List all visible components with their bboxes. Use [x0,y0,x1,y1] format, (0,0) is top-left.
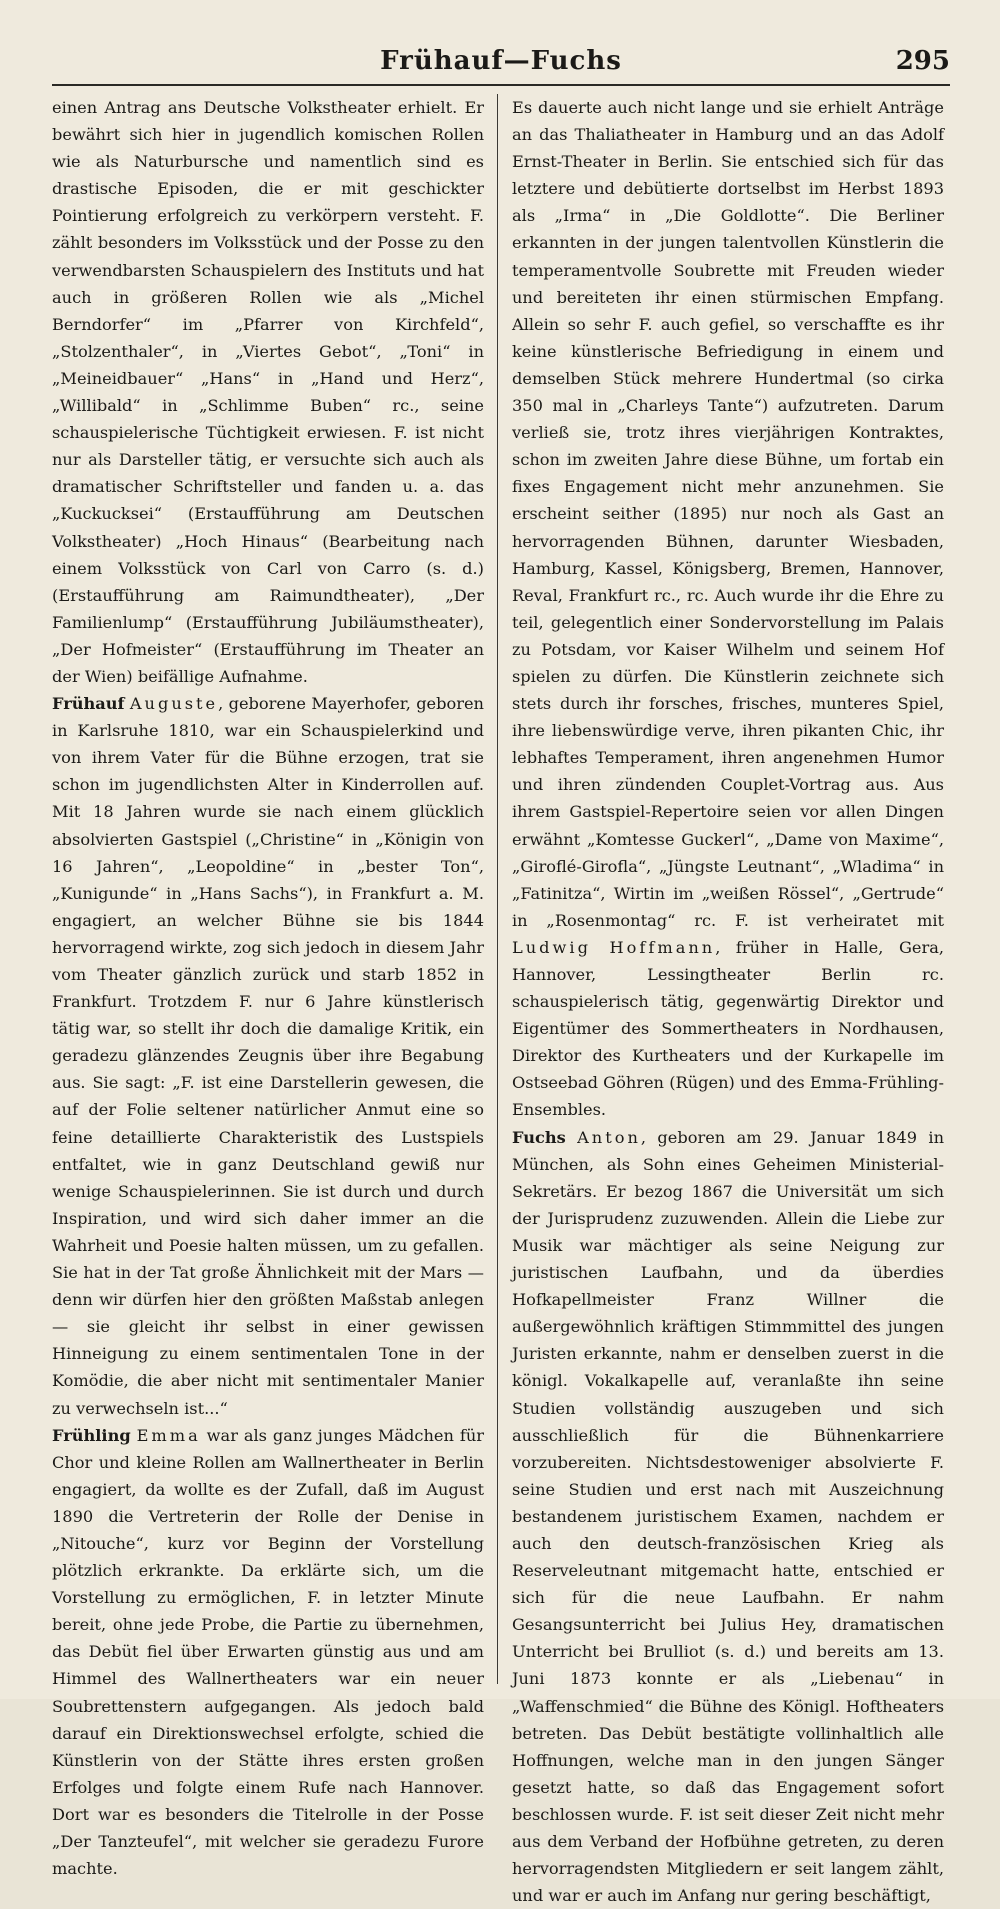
header-rule [52,84,950,86]
paragraph-text: , früher in Halle, Gera, Hannover, Lessingtheater Berlin rc. schauspielerisch tätig, gegenwärtig Direktor und Eigentümer des Sommertheaters in Nordhausen, Direktor des Kurtheaters und der Kurkapelle im Ostseebad Göhren (Rügen) und des Emma-Frühling-Ensembles. [512,937,944,1120]
text-columns [52,94,950,1906]
right-column [512,94,944,1906]
entry-fruehling-continuation [512,94,944,1124]
entry-given-name: Auguste [129,694,219,714]
running-head: Frühauf—Fuchs [380,46,622,76]
entry-fruehling-emma [52,1422,484,1883]
paragraph-text: einen Antrag ans Deutsche Volkstheater erhielt. Er bewährt sich hier in jugendlich komischen Rollen wie als Naturbursche und namentlich sind es drastische Episoden, die er mit geschickter Pointierung erfolgreich zu verkörpern versteht. F. zählt besonders im Volksstück und der Posse zu den verwendbarsten Schauspielern des Instituts und hat auch in größeren Rollen wie als „Michel Berndorfer“ im „Pfarrer von Kirchfeld“, „Stolzenthaler“, in „Viertes Gebot“, „Toni“ in „Meineidbauer“ „Hans“ in „Hand und Herz“, „Willibald“ in „Schlimme Buben“ rc., seine schauspielerische Tüchtigkeit erwiesen. F. ist nicht nur als Darsteller tätig, er versuchte sich auch als dramatischer Schriftsteller und fanden u. a. das „Kuckucksei“ (Erstaufführung am Deutschen Volkstheater) „Hoch Hinaus“ (Bearbeitung nach einem Volksstück von Carl von Carro (s. d.) (Erstaufführung am Raimundtheater), „Der Familienlump“ (Erstaufführung Jubiläumstheater), „Der Hofmeister“ (Erstaufführung im Theater an der Wien) beifällige Aufnahme. [52,98,484,686]
page-header [52,34,950,86]
page-number: 295 [895,46,950,76]
paragraph-text: , geboren am 29. Januar 1849 in München, als Sohn eines Geheimen Ministerial-Sekretärs. Er bezog 1867 die Universität um sich der Jurisprudenz zuzuwenden. Allein die Liebe zur Musik war mächtiger als seine Neigung zur juristischen Laufbahn, und da überdies Hofkapellmeister Franz Willner die außergewöhnlich kräftigen Stimmmittel des jungen Juristen erkannte, nahm er denselben zuerst in die königl. Vokalkapelle auf, veranlaßte ihn seine Studien vollständig auszugeben und sich ausschließlich für die Bühnenkarriere vorzubereiten. Nichtsdestoweniger absolvierte F. seine Studien und erst nach mit Auszeichnung bestandenem juristischem Examen, nachdem er auch den deutsch-französischen Krieg als Reserveleutnant mitgemacht hatte, entschied er sich für die neue Laufbahn. Er nahm Gesangsunterricht bei Julius Hey, dramatischen Unterricht bei Brulliot (s. d.) und bereits am 13. Juni 1873 konnte er als „Liebenau“ in „Waffenschmied“ die Bühne des Königl. Hoftheaters betreten. Das Debüt bestätigte vollinhaltlich alle Hoffnungen, welche man in den jungen Sänger gesetzt hatte, so daß das Engagement sofort beschlossen wurde. F. ist seit dieser Zeit nicht mehr aus dem Verband der Hofbühne getreten, zu deren hervorragendsten Mitgliedern er seit langem zählt, und war er auch im Anfang nur gering beschäftigt, [512,1127,944,1906]
paragraph-text: Es dauerte auch nicht lange und sie erhielt Anträge an das Thaliatheater in Hamburg und an das Adolf Ernst-Theater in Berlin. Sie entschied sich für das letztere und debütierte dortselbst im Herbst 1893 als „Irma“ in „Die Goldlotte“. Die Berliner erkannten in der jungen talentvollen Künstlerin die temperamentvolle Soubrette mit Freuden wieder und bereiteten ihr einen stürmischen Empfang. Allein so sehr F. auch gefiel, so verschaffte es ihr keine künstlerische Befriedigung in einem und demselben Stück mehrere Hundertmal (so cirka 350 mal in „Charleys Tante“) aufzutreten. Darum verließ sie, trotz ihres vierjährigen Kontraktes, schon im zweiten Jahre diese Bühne, um fortab ein fixes Engagement nicht mehr anzunehmen. Sie erscheint seither (1895) nur noch als Gast an hervorragenden Bühnen, darunter Wiesbaden, Hamburg, Kassel, Königsberg, Bremen, Hannover, Reval, Frankfurt rc., rc. Auch wurde ihr die Ehre zu teil, gelegentlich einer Sondervorstellung im Palais zu Potsdam, vor Kaiser Wilhelm und seinem Hof spielen zu dürfen. Die Künstlerin zeichnete sich stets durch ihr forsches, frisches, munteres Spiel, ihre liebenswürdige verve, ihren pikanten Chic, ihr lebhaftes Temperament, ihren angenehmen Humor und ihren zündenden Couplet-Vortrag aus. Aus ihrem Gastspiel-Repertoire seien vor allen Dingen erwähnt „Komtesse Guckerl“, „Dame von Maxime“, „Giroflé-Girofla“, „Jüngste Leutnant“, „Wladimа“ in „Fatinitza“, Wirtin im „weißen Rössel“, „Gertrude“ in „Rosenmontag“ rc. F. ist verheiratet mit [512,98,944,930]
entry-headword: Frühling [52,1425,131,1445]
entry-continuation [52,94,484,690]
entry-fruehauf-auguste [52,690,484,1422]
spouse-name: Ludwig Hoffmann [512,937,716,957]
entry-headword: Frühauf [52,694,125,714]
left-column [52,94,484,1879]
column-divider [497,94,498,1684]
paragraph-text: , geborene Mayerhofer, geboren in Karlsruhe 1810, war ein Schauspielerkind und von ihrem Vater für die Bühne erzogen, trat sie schon im jugendlichsten Alter in Kinderrollen auf. Mit 18 Jahren wurde sie nach einem glücklich absolvierten Gastspiel („Christine“ in „Königin von 16 Jahren“, „Leopoldine“ in „bester Ton“, „Kunigunde“ in „Hans Sachs“), in Frankfurt a. M. engagiert, an welcher Bühne sie bis 1844 hervorragend wirkte, zog sich jedoch in diesem Jahr vom Theater gänzlich zurück und starb 1852 in Frankfurt. Trotzdem F. nur 6 Jahre künstlerisch tätig war, so stellt ihr doch die damalige Kritik, ein geradezu glänzendes Zeugnis über ihre Begabung aus. Sie sagt: „F. ist eine Darstellerin gewesen, die auf der Folie seltener natürlicher Anmut eine so feine detaillierte Charakteristik des Lustspiels entfaltet, wie in ganz Deutschland gewiß nur wenige Schauspielerinnen. Sie ist durch und durch Inspiration, und wird sich daher immer an die Wahrheit und Poesie halten müssen, um zu gefallen. Sie hat in der Tat große Ähnlichkeit mit der Mars — denn wir dürfen hier den größten Maßstab anlegen — sie gleicht ihr selbst in einer gewissen Hinneigung zu einem sentimentalen Tone in der Komödie, die aber nicht mit sentimentaler Manier zu verwechseln ist...“ [52,694,484,1418]
entry-fuchs-anton [512,1124,944,1909]
paragraph-text: war als ganz junges Mädchen für Chor und kleine Rollen am Wallnertheater in Berlin engagiert, da wollte es der Zufall, daß im August 1890 die Vertreterin der Rolle der Denise in „Nitouche“, kurz vor Beginn der Vorstellung plötzlich erkrankte. Da erklärte sich, um die Vorstellung zu ermöglichen, F. in letzter Minute bereit, ohne jede Probe, die Partie zu übernehmen, das Debüt fiel über Erwarten günstig aus und am Himmel des Wallnertheaters war ein neuer Soubrettenstern aufgegangen. Als jedoch bald darauf ein Direktionswechsel erfolgte, schied die Künstlerin von der Stätte ihres ersten großen Erfolges und folgte einem Rufe nach Hannover. Dort war es besonders die Titelrolle in der Posse „Der Tanzteufel“, mit welcher sie geradezu Furore machte. [52,1425,484,1879]
entry-headword: Fuchs [512,1127,566,1147]
entry-given-name: Emma [136,1425,201,1445]
entry-given-name: Anton [577,1127,641,1147]
